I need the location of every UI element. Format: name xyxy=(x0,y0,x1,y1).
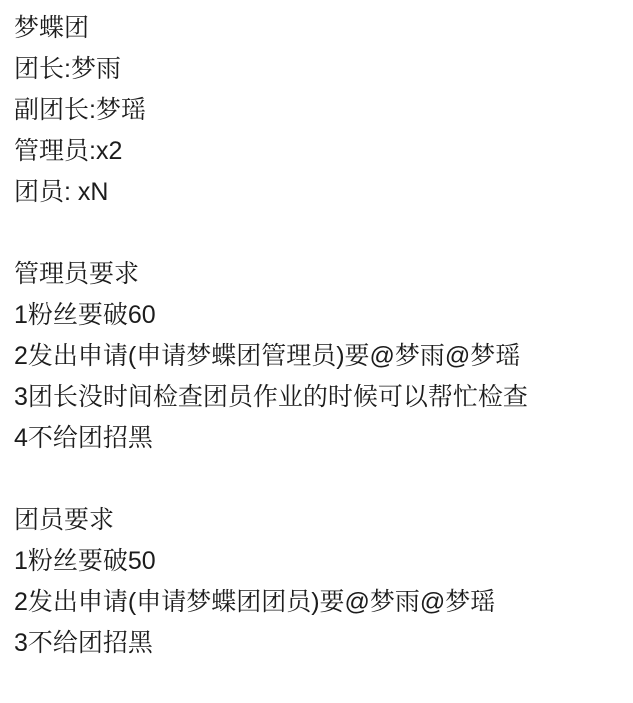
rule-item: 1粉丝要破50 xyxy=(14,547,156,575)
rule-item: 2发出申请(申请梦蝶团管理员)要@梦雨@梦瑶 xyxy=(14,342,521,370)
spacer xyxy=(14,459,623,500)
roster-list xyxy=(14,49,623,213)
rule-item: 3不给团招黑 xyxy=(14,629,153,657)
section-admin-requirements xyxy=(14,254,623,459)
group-title: 梦蝶团 xyxy=(14,14,90,42)
rule-item: 4不给团招黑 xyxy=(14,424,153,452)
roster-item: 团长:梦雨 xyxy=(14,55,121,83)
roster-item: 团员: xN xyxy=(14,178,109,206)
rule-item: 2发出申请(申请梦蝶团团员)要@梦雨@梦瑶 xyxy=(14,588,496,616)
section-heading: 管理员要求 xyxy=(14,260,140,288)
roster-item: 副团长:梦瑶 xyxy=(14,96,146,124)
section-heading: 团员要求 xyxy=(14,506,115,534)
roster-item: 管理员:x2 xyxy=(14,137,123,165)
rule-item: 1粉丝要破60 xyxy=(14,301,156,329)
spacer xyxy=(14,213,623,254)
section-member-requirements xyxy=(14,500,623,664)
rule-item: 3团长没时间检查团员作业的时候可以帮忙检查 xyxy=(14,383,528,411)
